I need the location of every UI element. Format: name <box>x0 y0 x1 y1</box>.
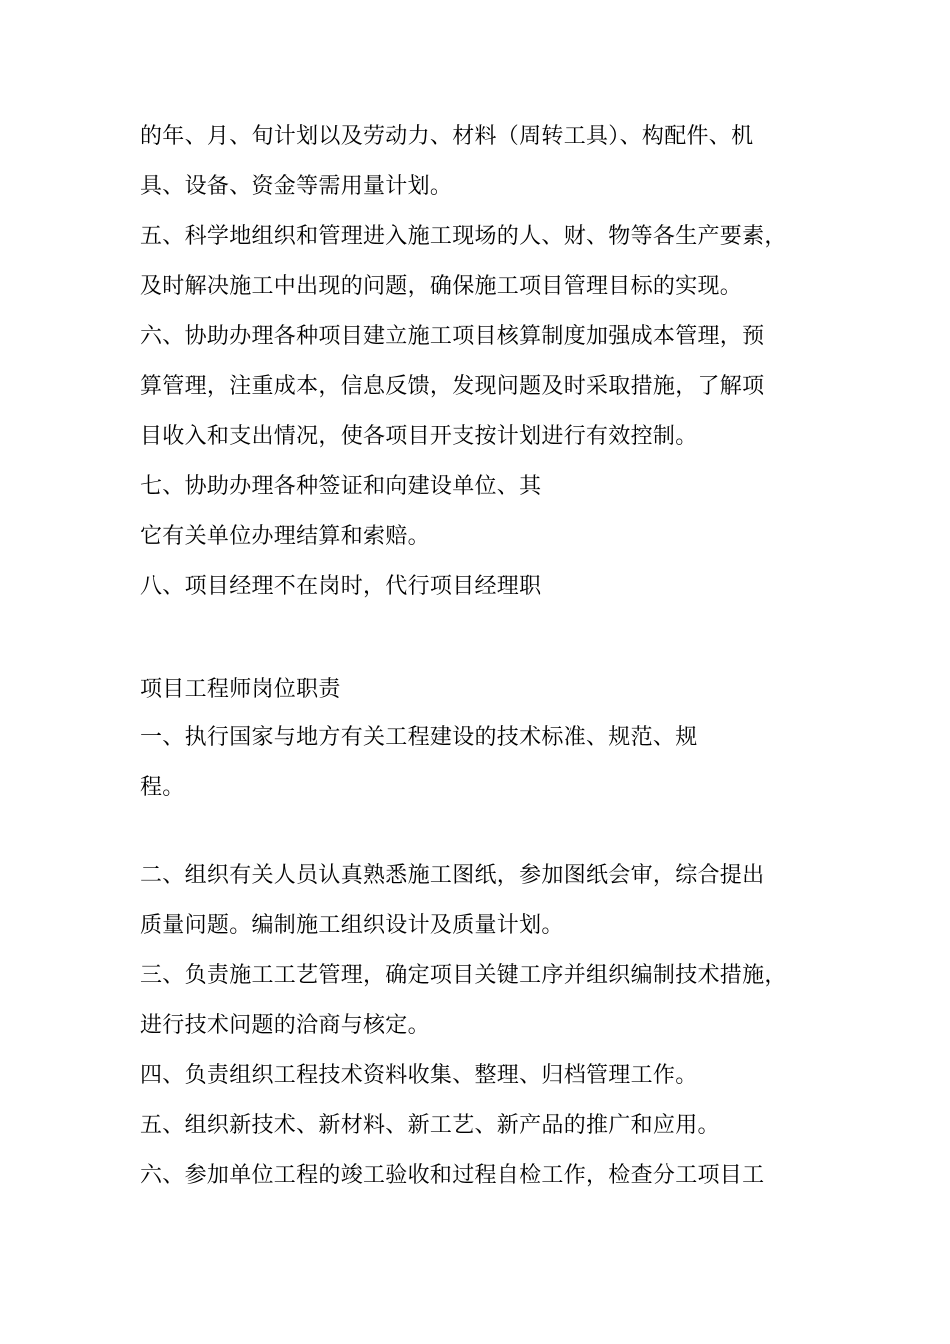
paragraph-line: 二、组织有关人员认真熟悉施工图纸，参加图纸会审，综合提出 <box>140 863 765 888</box>
paragraph-line: 四、负责组织工程技术资料收集、整理、归档管理工作。 <box>140 1063 698 1088</box>
paragraph-line: 六、协助办理各种项目建立施工项目核算制度加强成本管理，预 <box>140 324 765 349</box>
paragraph-line: 具、设备、资金等需用量计划。 <box>140 174 453 199</box>
paragraph-line: 五、组织新技术、新材料、新工艺、新产品的推广和应用。 <box>140 1113 720 1138</box>
paragraph-line: 六、参加单位工程的竣工验收和过程自检工作，检查分工项目工 <box>140 1163 765 1188</box>
paragraph-line: 算管理，注重成本，信息反馈，发现问题及时采取措施，了解项 <box>140 374 765 399</box>
paragraph-line: 及时解决施工中出现的问题，确保施工项目管理目标的实现。 <box>140 274 743 299</box>
paragraph-line: 程。 <box>140 775 185 800</box>
paragraph-line: 的年、月、旬计划以及劳动力、材料（周转工具）、构配件、机 <box>140 124 754 149</box>
paragraph-line: 一、执行国家与地方有关工程建设的技术标准、规范、规 <box>140 725 698 750</box>
paragraph-line: 它有关单位办理结算和索赔。 <box>140 524 430 549</box>
paragraph-line: 七、协助办理各种签证和向建设单位、其 <box>140 474 542 499</box>
section-heading: 项目工程师岗位职责 <box>140 677 341 702</box>
paragraph-line: 质量问题。编制施工组织设计及质量计划。 <box>140 913 564 938</box>
paragraph-line: 三、负责施工工艺管理，确定项目关键工序并组织编制技术措施， <box>140 963 787 988</box>
paragraph-line: 进行技术问题的洽商与核定。 <box>140 1013 430 1038</box>
paragraph-line: 目收入和支出情况，使各项目开支按计划进行有效控制。 <box>140 424 698 449</box>
paragraph-line: 八、项目经理不在岗时，代行项目经理职 <box>140 574 542 599</box>
paragraph-line: 五、科学地组织和管理进入施工现场的人、财、物等各生产要素， <box>140 224 787 249</box>
